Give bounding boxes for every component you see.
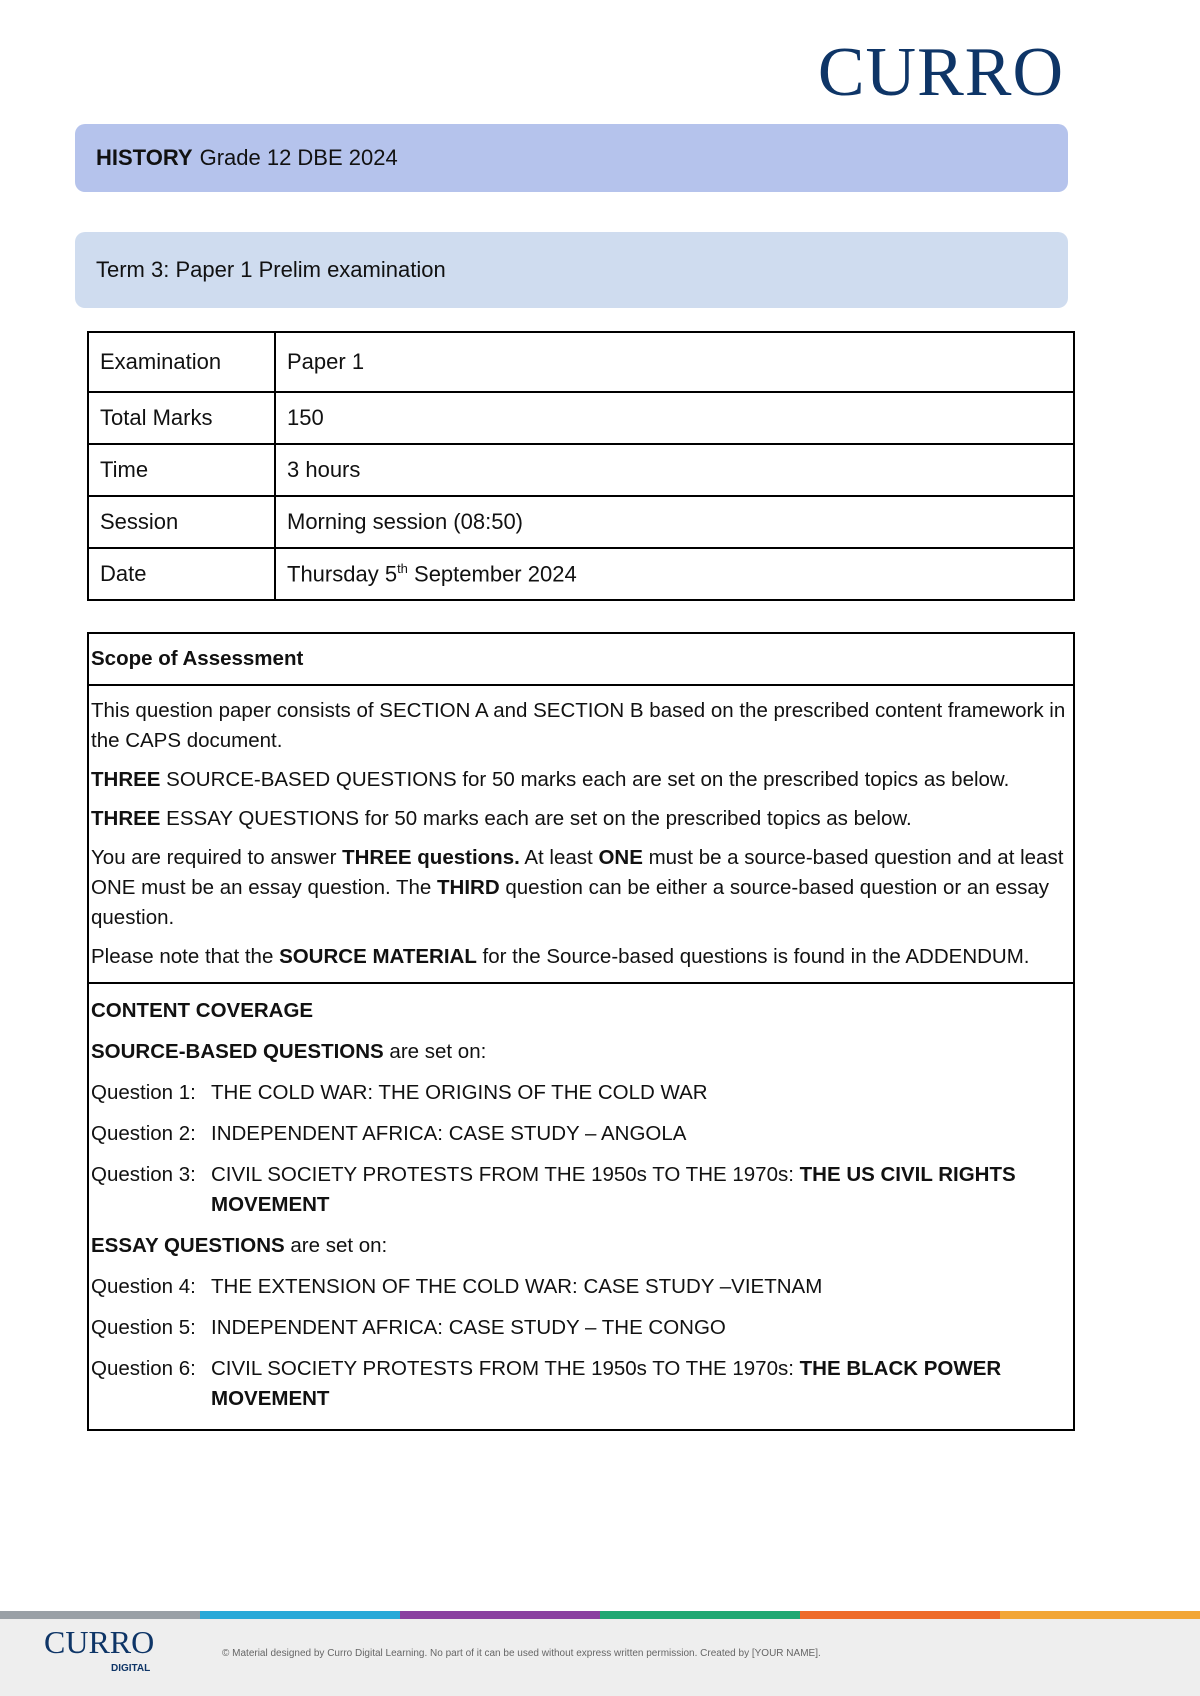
copyright-notice: © Material designed by Curro Digital Learning. No part of it can be used without express written permission. Created by [YOUR NAME]. [222, 1648, 821, 1659]
row-value: 150 [275, 392, 1074, 444]
scope-paragraph: You are required to answer THREE questions. At least ONE must be a source-based question and at least ONE must be an essay question. The THIRD question can be either a source-based question or an essay question. [91, 846, 1064, 929]
scope-paragraph: THREE ESSAY QUESTIONS for 50 marks each are set on the prescribed topics as below. [91, 807, 912, 830]
subject-grade: Grade 12 DBE 2024 [199, 145, 398, 170]
date-sup: th [397, 560, 408, 576]
scope-paragraph: This question paper consists of SECTION A and SECTION B based on the prescribed content framework in the CAPS document. [91, 699, 1066, 752]
question-item: Question 1: THE COLD WAR: THE ORIGINS OF THE COLD WAR [91, 1081, 708, 1104]
date-post: September 2024 [407, 561, 577, 587]
term-banner [75, 232, 1068, 308]
table-row [88, 548, 1074, 600]
table-row [88, 332, 1074, 392]
row-value: Paper 1 [275, 332, 1074, 392]
stripe-segment [600, 1611, 800, 1619]
subject-banner [75, 124, 1068, 192]
table-row [88, 496, 1074, 548]
question-item: Question 5: INDEPENDENT AFRICA: CASE STUDY – THE CONGO [91, 1316, 726, 1339]
term-title: Term 3: Paper 1 Prelim examination [96, 257, 446, 282]
question-item: Question 3: CIVIL SOCIETY PROTESTS FROM THE 1950s TO THE 1970s: THE US CIVIL RIGHTS MOVEMENT [91, 1163, 1016, 1216]
row-label: Total Marks [88, 392, 275, 444]
row-value: Morning session (08:50) [275, 496, 1074, 548]
table-row [88, 444, 1074, 496]
stripe-segment [1000, 1611, 1200, 1619]
scope-of-assessment [87, 632, 1075, 1431]
row-label: Time [88, 444, 275, 496]
footer-logo [44, 1626, 154, 1674]
footer-logo-text: CURRO [44, 1624, 155, 1660]
coverage-heading: CONTENT COVERAGE [91, 999, 314, 1022]
row-label: Session [88, 496, 275, 548]
scope-heading: Scope of Assessment [89, 634, 1073, 686]
row-value [275, 548, 1074, 600]
stripe-segment [200, 1611, 400, 1619]
scope-paragraph: THREE SOURCE-BASED QUESTIONS for 50 marks each are set on the prescribed topics as below. [91, 768, 1010, 791]
content-coverage [89, 984, 1073, 1429]
footer-logo-sub: DIGITAL [110, 1663, 151, 1674]
exam-info-table [87, 331, 1075, 601]
question-item: Question 6: CIVIL SOCIETY PROTESTS FROM THE 1950s TO THE 1970s: THE BLACK POWER MOVEMENT [91, 1357, 1002, 1410]
source-based-heading: SOURCE-BASED QUESTIONS are set on: [91, 1040, 487, 1063]
table-row [88, 392, 1074, 444]
curro-logo: CURRO [817, 34, 1064, 111]
stripe-segment [0, 1611, 200, 1619]
footer-color-stripe [0, 1611, 1200, 1619]
row-label: Examination [88, 332, 275, 392]
row-label: Date [88, 548, 275, 600]
stripe-segment [400, 1611, 600, 1619]
question-item: Question 4: THE EXTENSION OF THE COLD WAR: CASE STUDY –VIETNAM [91, 1275, 823, 1298]
date-pre: Thursday 5 [287, 561, 398, 587]
stripe-segment [800, 1611, 1000, 1619]
scope-paragraph: Please note that the SOURCE MATERIAL for the Source-based questions is found in the ADDENDUM. [91, 945, 1030, 968]
question-item: Question 2: INDEPENDENT AFRICA: CASE STUDY – ANGOLA [91, 1122, 687, 1145]
scope-body [89, 686, 1073, 984]
row-value: 3 hours [275, 444, 1074, 496]
subject-name: HISTORY [96, 145, 193, 170]
essay-heading: ESSAY QUESTIONS are set on: [91, 1234, 388, 1257]
